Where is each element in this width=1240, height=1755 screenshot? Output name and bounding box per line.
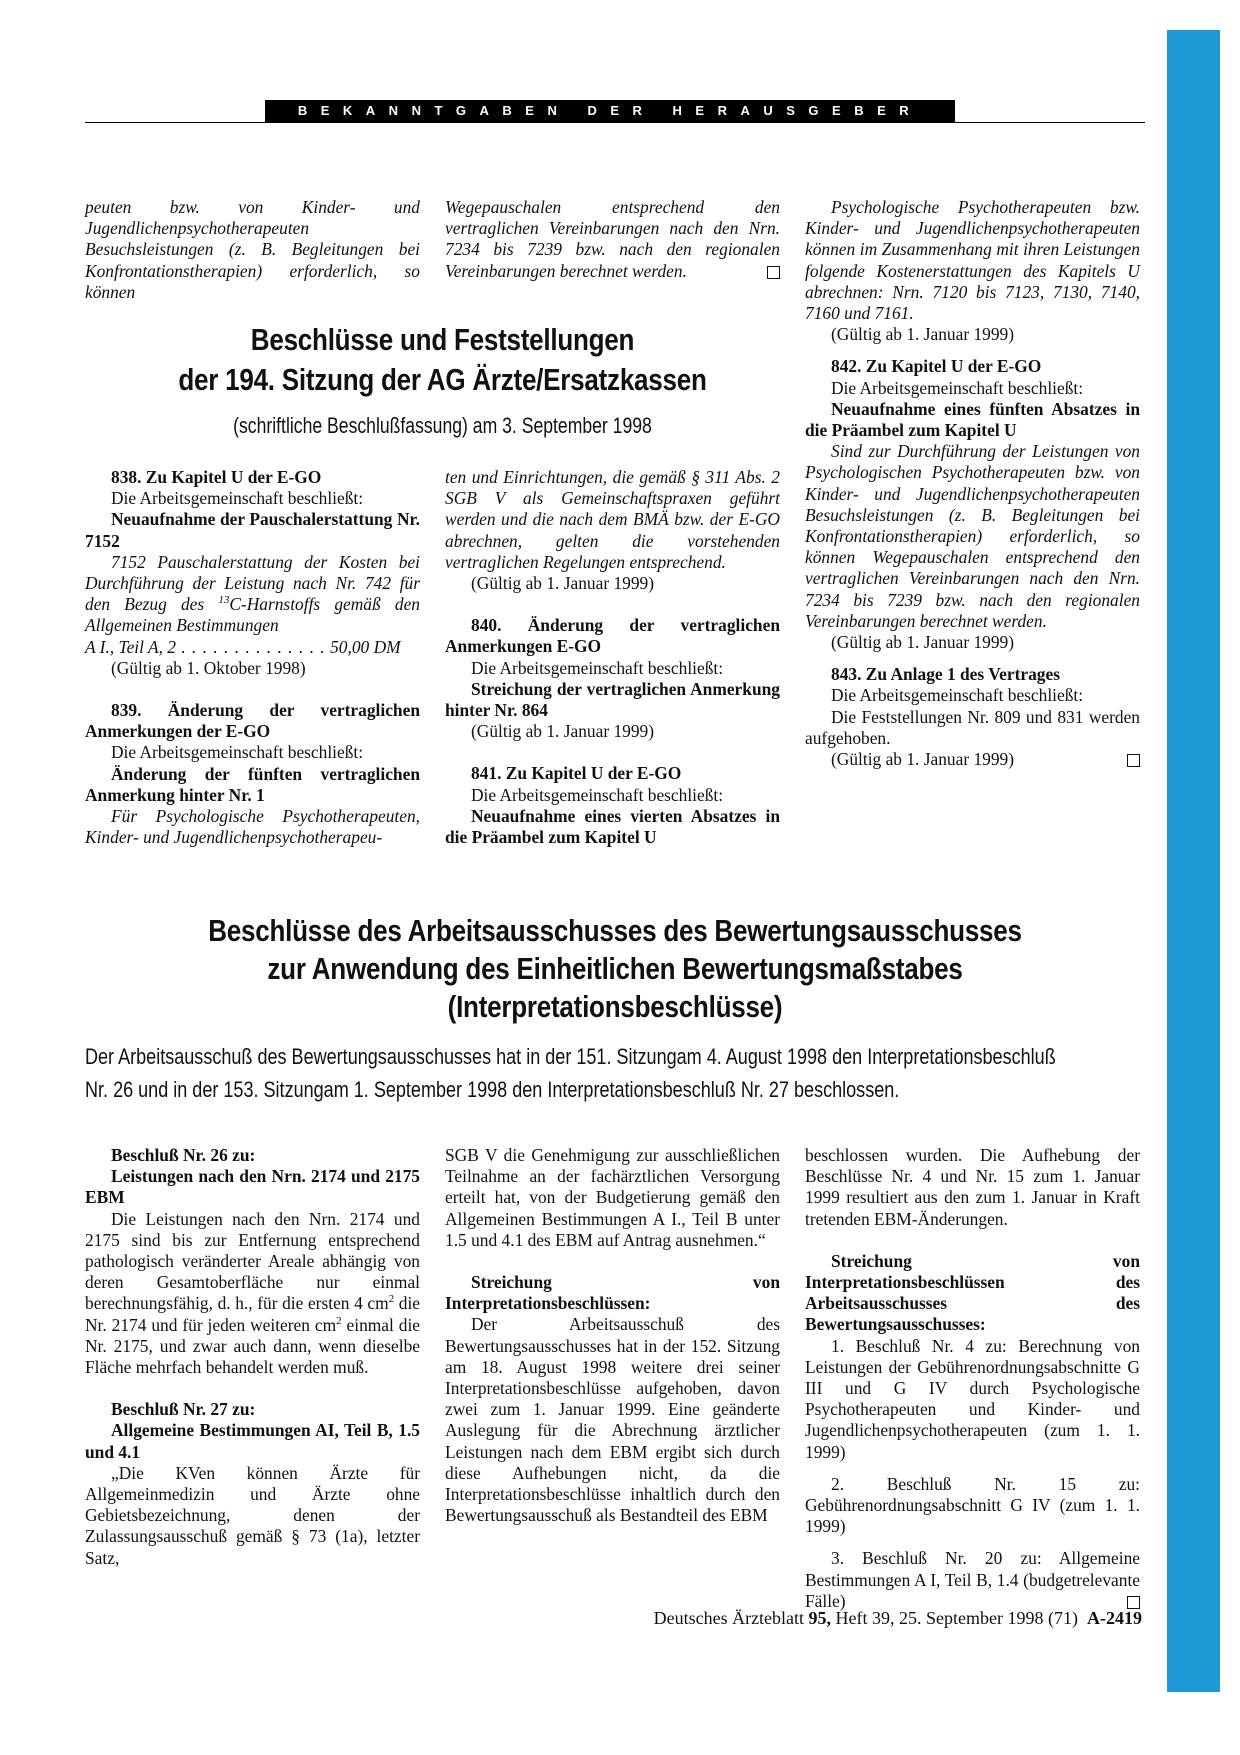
p840-intro: Die Arbeitsgemeinschaft beschließt: [471, 657, 724, 678]
section1-title-line2: der 194. Sitzung der AG Ärzte/Ersatzkassen [178, 362, 707, 397]
header-rule [85, 122, 1145, 123]
text-beschluss-26: Die Leistungen nach den Nrn. 2174 und 2175 sind bis zur Entfernung entsprechend pathologisch veränderter Areale abhängig von deren Gesamtoberfläche nur einmal berechnungsfähig, d. h., für die ersten 4 $cm^2$ die Nr. 2174 und für jeden weiteren $cm^2$ einmal die Nr. 2175, und zwar auch dann, wenn dieselbe Fläche mehrfach behandelt werden muß. [85, 1208, 421, 1378]
heading-841: 841. Zu Kapitel U der E-GO [471, 763, 682, 784]
col2-beschluss-continuation: SGB V die Genehmigung zur ausschließlichen Teilnahme an der fachärztlichen Versorgung erteilt hat, von der Budgetierung gemäß den Allgemeinen Bestimmungen A I., Teil B unter 1.5 und 4.1 des EBM auf Antrag ausnehmen.“ [445, 1145, 780, 1250]
col3-beschluss-continuation: beschlossen wurden. Die Aufhebung der Beschlüsse Nr. 4 und Nr. 15 zum 1. Januar 1999 resultiert aus den zum 1. Januar in Kraft tretenden EBM-Änderungen. [805, 1145, 1140, 1229]
page-footer [500, 1608, 1142, 1629]
end-mark-icon [1127, 754, 1140, 767]
text-streichung: Der Arbeitsausschuß des Bewertungsausschusses hat in der 152. Sitzung am 18. August 1998 weitere drei seiner Interpretationsbeschlüsse aufgehoben, davon zwei zum 1. Januar 1999. Eine geänderte Auslegung für die Abrechnung ärztlicher Leistungen nach dem EBM ergibt sich durch diese Aufhebungen nicht, da die Interpretationsbeschlüsse inhaltlich durch den Bewertungsausschuß als Bestandteil des EBM [445, 1314, 780, 1526]
end-mark-icon [1127, 1596, 1140, 1609]
col3-top [805, 197, 1140, 770]
col1-top-continuation [85, 197, 420, 303]
section2-intro-line1: Der Arbeitsausschuß des Bewertungsausschusses hat in der 151. Sitzungam 4. August 1998 den Interpretationsbeschluß [85, 1044, 1056, 1069]
footer-page-number: A-2419 [1087, 1608, 1142, 1628]
heading-beschluss-26: Beschluß Nr. 26 zu: [111, 1145, 256, 1165]
section1-title [146, 320, 738, 400]
p839-intro: Die Arbeitsgemeinschaft beschließt: [111, 742, 364, 763]
p838-title: Neuaufnahme der Pauschalerstattung Nr. 7152 [85, 509, 420, 551]
heading-beschluss-27: Beschluß Nr. 27 zu: [111, 1399, 256, 1420]
p843-text: Die Feststellungen Nr. 809 und 831 werden aufgehoben. [805, 706, 1140, 748]
p838-intro: Die Arbeitsgemeinschaft beschließt: [111, 488, 364, 509]
p843-intro: Die Arbeitsgemeinschaft beschließt: [831, 685, 1084, 706]
heading-streichung-list: Streichung von Interpretationsbeschlüssen des Arbeitsausschusses des Bewertungsausschusses: [805, 1250, 1140, 1335]
list-item: 3. Beschluß Nr. 20 zu: Allgemeine Bestimmungen A I, Teil B, 1.4 (budgetrelevante Fälle) [805, 1548, 1140, 1611]
list-item: 1. Beschluß Nr. 4 zu: Berechnung von Leistungen der Gebührenordnungsabschnitte G III und G IV durch Psychologische Psychotherapeuten und Kinder- und Jugendlichenpsychotherapeuten (zum 1. 1. 1999) [805, 1335, 1140, 1462]
p841-intro: Die Arbeitsgemeinschaft beschließt: [471, 784, 724, 805]
p839-text: Für Psychologische Psychotherapeuten, Kinder- und Jugendlichenpsychotherapeu- [85, 806, 420, 848]
section2-title [149, 912, 1081, 1026]
text-beschluss-27: „Die KVen können Ärzte für Allgemeinmedizin und Ärzte ohne Gebietsbezeichnung, denen der Zulassungsausschuß gemäß § 73 (1a), letzter Satz, [85, 1462, 420, 1568]
col3-top-text: Psychologische Psychotherapeuten bzw. Kinder- und Jugendlichenpsychotherapeuten können im Zusammenhang mit ihren Leistungen folgende Kostenerstattungen des Kapitels U abrechnen: Nrn. 7120 bis 7123, 7130, 7140, 7160 und 7161. [805, 197, 1140, 324]
heading-842: 842. Zu Kapitel U der E-GO [831, 356, 1042, 377]
heading-838: 838. Zu Kapitel U der E-GO [111, 467, 322, 487]
p842-title: Neuaufnahme eines fünften Absatzes in die Präambel zum Kapitel U [805, 398, 1140, 441]
p838-amount-line: A I., Teil A, 2 . . . . . . . . . . . . . . 50,00 DM [85, 636, 401, 657]
p841-title: Neuaufnahme eines vierten Absatzes in die Präambel zum Kapitel U [445, 805, 780, 848]
end-mark-icon [767, 266, 780, 279]
p840-valid: (Gültig ab 1. Januar 1999) [471, 721, 655, 742]
side-color-bar [1167, 30, 1220, 1692]
heading-840: 840. Änderung der vertraglichen Anmerkungen E-GO [445, 615, 780, 657]
heading-839: 839. Änderung der vertraglichen Anmerkungen der E-GO [85, 700, 420, 742]
heading-843: 843. Zu Anlage 1 des Vertrages [831, 664, 1060, 685]
p838-text: 7152 Pauschalerstattung der Kosten bei Durchführung der Leistung nach Nr. 742 für den Bezug des $^{13}$C-Harnstoffs gemäß den Allgemeinen Bestimmungen [85, 551, 420, 636]
p839-title: Änderung der fünften vertraglichen Anmerkung hinter Nr. 1 [85, 763, 420, 805]
col2-valid: (Gültig ab 1. Januar 1999) [471, 573, 655, 594]
heading-streichung: Streichung von Interpretationsbeschlüssen: [445, 1272, 780, 1314]
section2-col1 [85, 1145, 420, 1569]
title-beschluss-26: Leistungen nach den Nrn. 2174 und 2175 EBM [85, 1166, 420, 1208]
col1-top-text: peuten bzw. von Kinder- und Jugendlichenpsychotherapeuten Besuchsleistungen (z. B. Begleitungen bei Konfrontationstherapien) erforderlich, so können [85, 197, 420, 302]
section1-title-line1: Beschlüsse und Feststellungen [250, 322, 635, 357]
p842-valid: (Gültig ab 1. Januar 1999) [831, 632, 1015, 653]
p842-intro: Die Arbeitsgemeinschaft beschließt: [831, 377, 1084, 398]
section2-intro-line2: Nr. 26 und in der 153. Sitzungam 1. September 1998 den Interpretationsbeschluß Nr. 27 beschlossen. [85, 1077, 900, 1102]
section2-title-line1: Beschlüsse des Arbeitsausschusses des Bewertungsausschusses [208, 913, 1022, 948]
p838-valid: (Gültig ab 1. Oktober 1998) [111, 657, 306, 678]
section2-col2 [445, 1145, 780, 1526]
section1-col1 [85, 467, 420, 848]
p840-title: Streichung der vertraglichen Anmerkung hinter Nr. 864 [445, 678, 780, 721]
col3-top-valid: (Gültig ab 1. Januar 1999) [831, 324, 1015, 345]
list-item: 2. Beschluß Nr. 15 zu: Gebührenordnungsabschnitt G IV (zum 1. 1. 1999) [805, 1473, 1140, 1537]
section1-subtitle: (schriftliche Beschlußfassung) am 3. September 1998 [233, 413, 652, 438]
section2-col3 [805, 1145, 1140, 1612]
col2-continuation: ten und Einrichtungen, die gemäß § 311 Abs. 2 SGB V als Gemeinschaftspraxen geführt werden und die nach dem BMÄ bzw. der E-GO abrechnen, gelten die vorstehenden vertraglichen Regelungen entsprechend. [445, 467, 780, 572]
footer-journal: Deutsches Ärzteblatt [653, 1608, 805, 1628]
section-header-band: BEKANNTGABEN DER HERAUSGEBER [265, 100, 955, 122]
section2-intro [85, 1040, 1143, 1106]
footer-issue: Heft 39, 25. September 1998 (71) [835, 1608, 1078, 1628]
section2-title-line3: (Interpretationsbeschlüsse) [447, 989, 783, 1024]
p842-text: Sind zur Durchführung der Leistungen von Psychologischen Psychotherapeuten bzw. von Kinder- und Jugendlichenpsychotherapeuten Besuchsleistungen (z. B. Begleitungen bei Konfrontationstherapien) erforderlich, so können Wegepauschalen entsprechend den vertraglichen Vereinbarungen nach den Nrn. 7234 bis 7239 bzw. nach den regionalen Vereinbarungen berechnet werden. [805, 441, 1140, 631]
col2-top-continuation [445, 197, 780, 282]
col2-top-text: Wegepauschalen entsprechend den vertraglichen Vereinbarungen nach den Nrn. 7234 bis 7239 bzw. nach den regionalen Vereinbarungen berechnet werden. [445, 197, 780, 281]
footer-volume: 95, [808, 1608, 832, 1628]
section1-col2 [445, 467, 780, 848]
section2-title-line2: zur Anwendung des Einheitlichen Bewertungsmaßstabes [267, 951, 963, 986]
p843-valid: (Gültig ab 1. Januar 1999) [805, 749, 1140, 770]
title-beschluss-27: Allgemeine Bestimmungen AI, Teil B, 1.5 und 4.1 [85, 1420, 420, 1462]
